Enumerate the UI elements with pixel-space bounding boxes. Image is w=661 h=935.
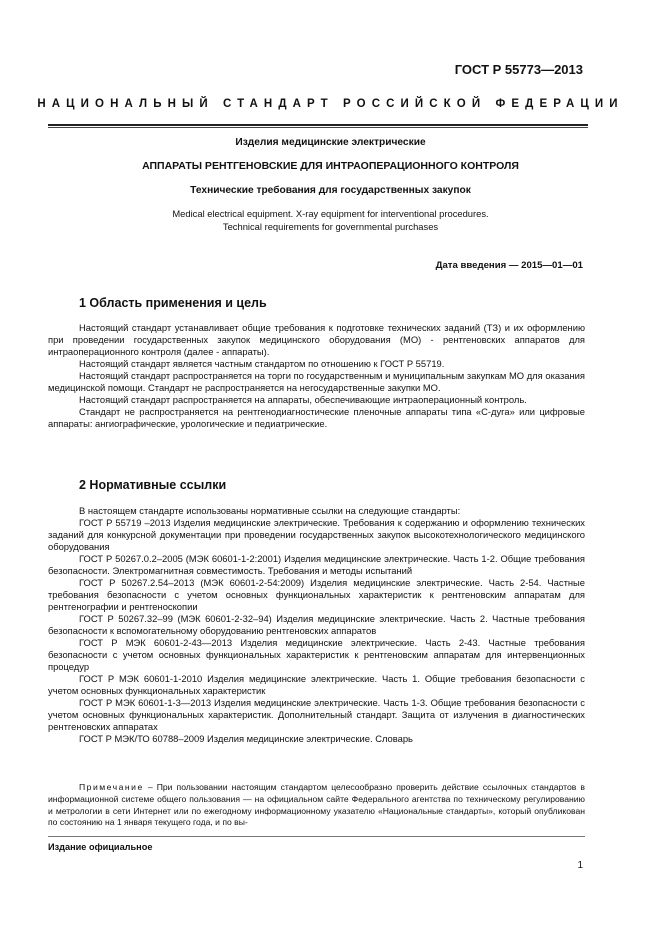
header-rule-thin [48,127,588,128]
paragraph: Настоящий стандарт устанавливает общие требования к подготовке технических заданий (ТЗ) и их оформлению при проведении государственных закупок медицинского оборудования (МО) - рентгеновских аппаратов для интраоперационного контроля (далее - аппараты). [48,322,585,357]
page-number: 1 [577,860,583,871]
paragraph: Настоящий стандарт распространяется на торги по государственным и муниципальным закупкам МО для оказания медицинской помощи. Стандарт не распространяется на негосударственные закупки МО. [48,370,585,393]
reference-item: ГОСТ Р МЭК 60601-2-43—2013 Изделия медицинские электрические. Часть 2-43. Частные требования безопасности с учетом основных функциональных характеристик к рентгеновским аппаратам для интервенционных процедур [48,637,585,672]
section-2-title: 2 Нормативные ссылки [79,478,227,492]
english-title-line-1: Medical electrical equipment. X-ray equipment for interventional procedures. [172,208,489,219]
note-block [48,782,585,829]
reference-item: ГОСТ Р МЭК/ТО 60788–2009 Изделия медицинские электрические. Словарь [79,733,413,744]
section-1-body [48,322,585,430]
footer-rule [48,836,585,837]
paragraph: Настоящий стандарт является частным стандартом по отношению к ГОСТ Р 55719. [79,358,445,369]
introduction-date: Дата введения — 2015—01—01 [435,260,583,271]
header-rule-thick [48,124,588,126]
note-paragraph [48,782,585,829]
paragraph: Настоящий стандарт распространяется на аппараты, обеспечивающие интраоперационный контроль. [79,394,527,405]
paragraph: Стандарт не распространяется на рентгенодиагностические пленочные аппараты типа «С-дуга» или цифровые аппараты: ангиографические, урологические и педиатрические. [48,406,585,429]
english-title-line-2: Technical requirements for governmental purchases [222,221,439,232]
reference-item: ГОСТ Р МЭК 60601-1-2010 Изделия медицинские электрические. Часть 1. Общие требования безопасности с учетом основных функциональных характеристик [48,673,585,696]
reference-item: ГОСТ Р МЭК 60601-1-3—2013 Изделия медицинские электрические. Часть 1-3. Общие требования безопасности с учетом основных функциональных характеристик. Дополнительный стандарт. Защита от излучения в диагностических рентгеновских аппаратах [48,697,585,732]
document-subtitle: Технические требования для государственных закупок [190,185,471,196]
national-standard-banner: НАЦИОНАЛЬНЫЙ СТАНДАРТ РОССИЙСКОЙ ФЕДЕРАЦИИ [37,98,624,110]
note-text: – При пользовании настоящим стандартом целесообразно проверить действие ссылочных стандартов в информационной системе общего пользования — на официальном сайте Федерального агентства по техническому регулированию и метрологии в сети Интернет или по ежегодному информационному указателю «Национальные стандарты», который опубликован по состоянию на 1 января текущего года, и по вы- [48,782,585,828]
document-code: ГОСТ Р 55773—2013 [454,62,583,77]
reference-item: ГОСТ Р 50267.2.54–2013 (МЭК 60601-2-54:2009) Изделия медицинские электрические. Часть 2-54. Частные требования безопасности с учетом основных функциональных характеристик к рентгеновским аппаратам для рентгенографии и рентгеноскопии [48,577,585,612]
reference-item: ГОСТ Р 50267.32–99 (МЭК 60601-2-32–94) Изделия медицинские электрические. Часть 2. Частные требования безопасности к вспомогательному оборудованию рентгеновских аппаратов [48,613,585,636]
section-1-title: 1 Область применения и цель [79,296,267,310]
official-edition-label: Издание официальное [48,842,153,852]
section-2-body [48,505,585,745]
reference-item: ГОСТ Р 50267.0.2–2005 (МЭК 60601-1-2:2001) Изделия медицинские электрические. Часть 1-2. Общие требования безопасности. Электромагнитная совместимость. Требования и методы испытаний [48,553,585,576]
subject-heading: Изделия медицинские электрические [235,137,426,148]
document-title: АППАРАТЫ РЕНТГЕНОВСКИЕ ДЛЯ ИНТРАОПЕРАЦИОННОГО КОНТРОЛЯ [142,160,519,172]
paragraph: В настоящем стандарте использованы нормативные ссылки на следующие стандарты: [79,505,461,516]
note-label: Примечание [79,782,144,792]
reference-item: ГОСТ Р 55719 –2013 Изделия медицинские электрические. Требования к содержанию и оформлению технических заданий для конкурсной документации при проведении государственных закупок высокотехнологического медицинского оборудования [48,517,585,552]
